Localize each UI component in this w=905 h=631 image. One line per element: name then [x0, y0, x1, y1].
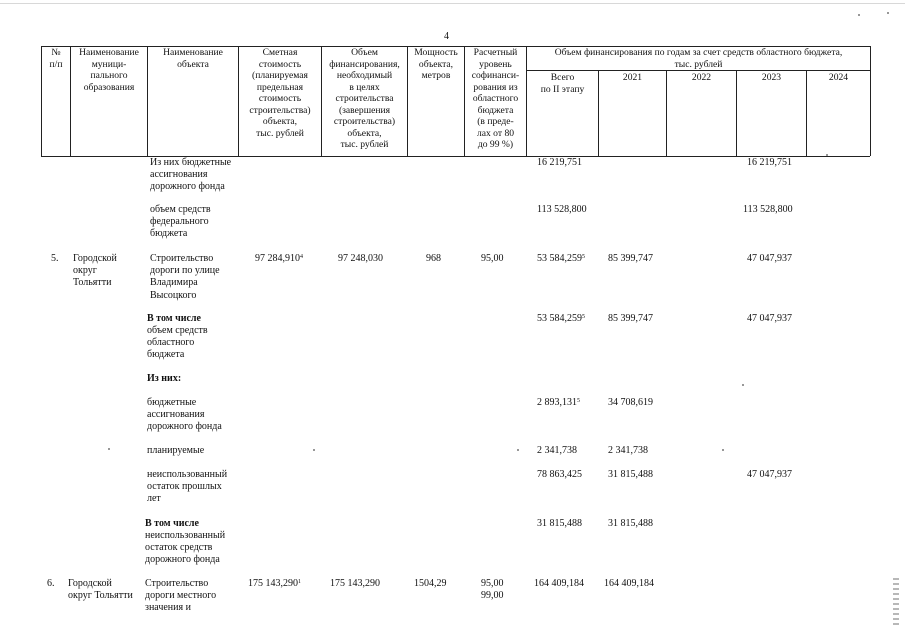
- row-object: объем средств федерального бюджета: [150, 204, 211, 240]
- row-municipality: Городской округ Тольятти: [68, 578, 133, 602]
- header-funding-by-years: Объем финансирования по годам за счет средств областного бюджета, тыс. рублей: [554, 47, 843, 70]
- scan-edge-artifact: [893, 578, 899, 626]
- row-num: 6.: [47, 578, 55, 589]
- scan-speck: [887, 12, 889, 14]
- row-total: 31 815,488: [537, 518, 582, 529]
- scan-speck: [517, 449, 519, 451]
- row-capacity: 1504,29: [414, 578, 447, 589]
- header-municipality: Наименование муници- пального образования: [79, 47, 139, 93]
- row-2021: 164 409,184: [604, 578, 654, 589]
- row-object: объем средств областного бюджета: [147, 325, 208, 361]
- header-2024: 2024: [828, 72, 849, 83]
- row-2021: 85 399,747: [608, 253, 653, 264]
- header-2023: 2023: [761, 72, 782, 83]
- row-capacity: 968: [426, 253, 441, 264]
- scan-speck: [742, 384, 744, 386]
- header-2022: 2022: [691, 72, 712, 83]
- row-2021: 31 815,488: [608, 469, 653, 480]
- scan-speck: [826, 154, 828, 156]
- header-total: Всего по II этапу: [540, 72, 585, 95]
- row-municipality: Городской округ Тольятти: [73, 253, 117, 289]
- scan-speck: [108, 448, 110, 450]
- row-total: 53 584,259$^5$: [537, 313, 585, 324]
- row-2023: 47 047,937: [747, 253, 792, 264]
- row-cofinancing: 95,00 99,00: [481, 578, 504, 602]
- row-2021: 85 399,747: [608, 313, 653, 324]
- row-2021: 2 341,738: [608, 445, 648, 456]
- row-2021: 34 708,619: [608, 397, 653, 408]
- row-total: 16 219,751: [537, 157, 582, 168]
- row-funding: 175 143,290: [330, 578, 380, 589]
- row-object-bold: В том числе: [147, 313, 201, 324]
- scan-speck: [722, 449, 724, 451]
- row-object: Строительство дороги местного значения и: [145, 578, 217, 614]
- row-total: 78 863,425: [537, 469, 582, 480]
- page-number: 4: [444, 31, 449, 42]
- row-object: Строительство дороги по улице Владимира Высоцкого: [150, 253, 220, 301]
- row-total: 113 528,800: [537, 204, 587, 215]
- scan-artifact-line: [0, 3, 905, 4]
- header-cofinancing: Расчетный уровень софинанси- рования из областного бюджета (в преде- лах от 80 до 99 %): [471, 47, 520, 150]
- scan-speck: [313, 449, 315, 451]
- header-funding-volume: Объем финансирования, необходимый в целях строительства (завершения строительства) объекта, тыс. рублей: [329, 47, 400, 150]
- row-cost: 97 284,910$^4$: [255, 253, 303, 264]
- row-total: 164 409,184: [534, 578, 584, 589]
- row-cost: 175 143,290$^1$: [248, 578, 301, 589]
- row-total: 2 893,131$^5$: [537, 397, 580, 408]
- row-2023: 47 047,937: [747, 469, 792, 480]
- row-2023: 113 528,800: [743, 204, 793, 215]
- row-total: 2 341,738: [537, 445, 577, 456]
- header-num: № п/п: [49, 47, 63, 70]
- row-2021: 31 815,488: [608, 518, 653, 529]
- row-2023: 47 047,937: [747, 313, 792, 324]
- scan-speck: [858, 14, 860, 16]
- row-object: бюджетные ассигнования дорожного фонда: [147, 397, 222, 433]
- row-object-bold: Из них:: [147, 373, 182, 384]
- row-funding: 97 248,030: [338, 253, 383, 264]
- row-total: 53 584,259$^5$: [537, 253, 585, 264]
- row-object: Из них бюджетные ассигнования дорожного фонда: [150, 157, 232, 193]
- row-object: планируемые: [147, 445, 205, 456]
- row-2023: 16 219,751: [747, 157, 792, 168]
- row-cofinancing: 95,00: [481, 253, 504, 264]
- header-estimated-cost: Сметная стоимость (планируемая предельная стоимость строительства) объекта, тыс. рублей: [249, 47, 311, 139]
- row-num: 5.: [51, 253, 59, 264]
- header-2021: 2021: [622, 72, 643, 83]
- header-object: Наименование объекта: [163, 47, 223, 70]
- header-capacity: Мощность объекта, метров: [414, 47, 458, 81]
- row-object: неиспользованный остаток средств дорожного фонда: [145, 530, 226, 566]
- row-object: неиспользованный остаток прошлых лет: [147, 469, 228, 505]
- row-object-bold: В том числе: [145, 518, 199, 529]
